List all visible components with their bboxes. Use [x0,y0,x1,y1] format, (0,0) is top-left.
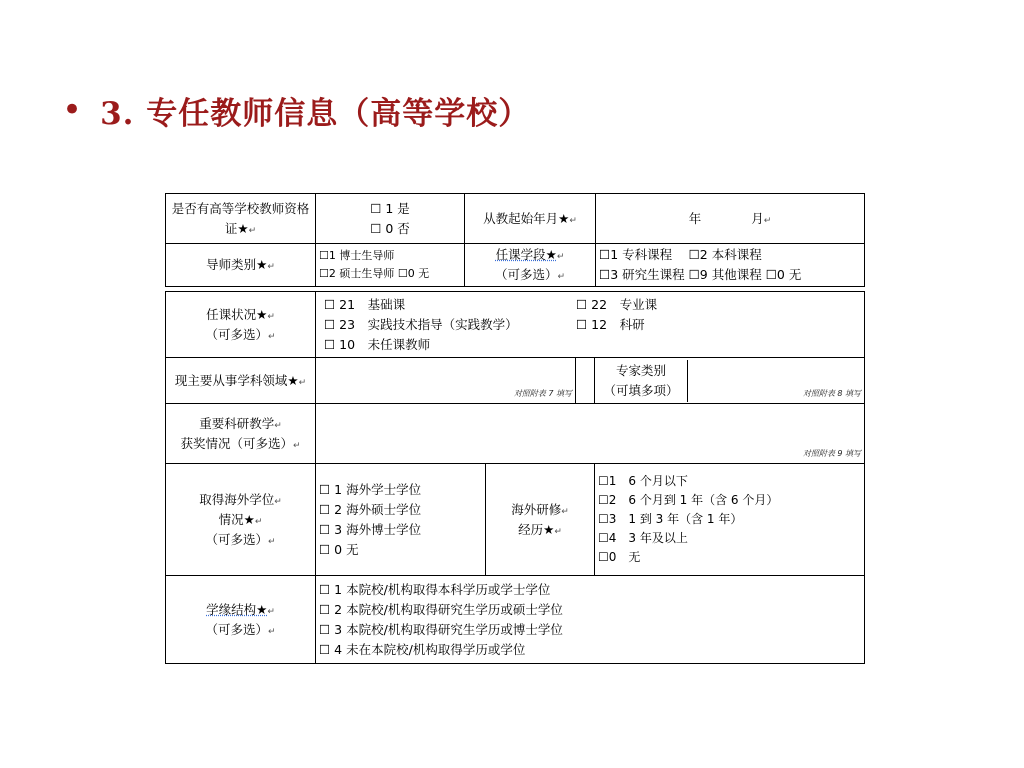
teaching-stage-label-sub: （可多选） [494,267,558,282]
discipline-label [166,358,316,404]
qualification-yes-checkbox[interactable]: ☐ 1 是 [370,200,410,216]
para-mark: ↵ [298,377,307,388]
academic-origin-option[interactable]: ☐ 2 本院校/机构取得研究生学历或硕士学位 [319,601,563,617]
overseas-degree-label [166,464,316,576]
para-mark: ↵ [557,272,566,282]
start-date-label [465,194,596,244]
overseas-degree-option[interactable]: ☐ 2 海外硕士学位 [319,501,422,517]
overseas-degree-label-mid: 情况★ [218,511,255,527]
awards-label [166,404,316,464]
para-mark: ↵ [248,225,257,236]
teaching-stage-line1[interactable]: ☐1 专科课程 ☐2 本科课程 [599,247,762,262]
awards-hint: 对照附表 9 填写 [802,449,862,458]
academic-origin-option[interactable]: ☐ 3 本院校/机构取得研究生学历或博士学位 [319,621,563,637]
teaching-status-label-main: 任课状况★ [206,306,268,322]
supervisor-label [166,244,316,287]
month-label: 月 [751,210,764,226]
overseas-degree-option[interactable]: ☐ 1 海外学士学位 [319,481,422,497]
slide-title: 3. 专任教师信息（高等学校） [100,95,531,132]
overseas-study-label [486,464,595,576]
para-mark: ↵ [554,526,562,537]
teaching-stage-line2[interactable]: ☐3 研究生课程 ☐9 其他课程 ☐0 无 [599,267,802,282]
teaching-status-options [316,292,865,358]
overseas-study-option[interactable]: ☐3 1 到 3 年（含 1 年） [598,511,743,526]
para-mark: ↵ [561,506,569,517]
status-12-checkbox[interactable]: ☐ 12 科研 [576,316,645,332]
overseas-study-options [595,464,865,576]
expert-label [595,360,688,402]
teaching-status-label-sub: （可多选） [205,326,268,342]
teacher-info-form [165,193,864,664]
qualification-label-text: 是否有高等学校教师资格证★ [171,200,310,236]
para-mark: ↵ [569,215,577,226]
para-mark: ↵ [267,606,275,617]
year-label: 年 [688,210,702,226]
supervisor-phd-checkbox[interactable]: ☐1 博士生导师 [319,249,395,263]
discipline-hint: 对照附表 7 填写 [513,389,572,398]
overseas-study-label-main: 海外研修 [511,501,562,517]
para-mark: ↵ [274,420,282,431]
qualification-options [316,194,465,244]
slide-title-row [62,86,530,134]
para-mark: ↵ [254,516,263,527]
form-table-top [165,193,865,287]
discipline-field[interactable] [316,358,576,404]
para-mark: ↵ [267,331,276,342]
awards-field[interactable] [316,404,865,464]
academic-origin-label-main: 学缘结构★ [206,601,268,617]
expert-label-left [576,358,595,404]
teaching-stage-label-main: 任课学段★ [495,247,557,262]
supervisor-options [316,244,465,287]
para-mark: ↵ [292,440,301,451]
qualification-no-checkbox[interactable]: ☐ 0 否 [370,220,410,236]
bullet-icon: • [62,90,83,130]
status-22-checkbox[interactable]: ☐ 22 专业课 [576,296,658,312]
para-mark: ↵ [274,496,282,507]
academic-origin-option[interactable]: ☐ 4 未在本院校/机构取得学历或学位 [319,641,526,657]
start-date-label-text: 从教起始年月★ [483,210,570,226]
overseas-study-option[interactable]: ☐4 3 年及以上 [598,531,688,546]
overseas-degree-option[interactable]: ☐ 3 海外博士学位 [319,521,422,537]
form-table-main [165,291,865,664]
academic-origin-option[interactable]: ☐ 1 本院校/机构取得本科学历或学士学位 [319,581,551,597]
academic-origin-label-sub: （可多选） [205,621,268,637]
overseas-study-label-sub: 经历★ [518,521,555,537]
overseas-study-option[interactable]: ☐1 6 个月以下 [598,473,688,488]
para-mark: ↵ [267,311,275,322]
expert-hint: 对照附表 8 填写 [802,388,862,398]
start-date-field[interactable] [596,194,865,244]
expert-cell [595,358,865,404]
para-mark: ↵ [267,536,276,547]
teaching-stage-label [465,244,596,287]
academic-origin-label [166,576,316,664]
overseas-study-option[interactable]: ☐0 无 [598,550,641,565]
status-21-checkbox[interactable]: ☐ 21 基础课 [324,296,406,312]
overseas-degree-options [316,464,486,576]
para-mark: ↵ [267,262,275,272]
expert-field[interactable] [688,360,864,402]
supervisor-master-checkbox[interactable]: ☐2 硕士生导师 ☐0 无 [319,267,430,280]
awards-label-sub: 获奖情况（可多选） [180,435,293,451]
teaching-stage-options [596,244,865,287]
supervisor-label-text: 导师类别★ [206,257,268,272]
academic-origin-options [316,576,865,664]
qualification-label [166,194,316,244]
overseas-study-option[interactable]: ☐2 6 个月到 1 年（含 6 个月） [598,492,779,507]
overseas-degree-label-sub: （可多选） [205,531,268,547]
teaching-status-label [166,292,316,358]
overseas-degree-option[interactable]: ☐ 0 无 [319,541,359,557]
expert-label-sub: （可填多项） [603,382,679,398]
status-23-checkbox[interactable]: ☐ 23 实践技术指导（实践教学） [324,316,518,332]
discipline-label-text: 现主要从事学科领域★ [174,372,299,388]
awards-label-main: 重要科研教学 [199,415,275,431]
para-mark: ↵ [267,626,276,637]
status-10-checkbox[interactable]: ☐ 10 未任课教师 [324,336,431,352]
para-mark: ↵ [763,215,772,226]
para-mark: ↵ [556,252,565,262]
expert-label-main: 专家类别 [615,362,666,378]
overseas-degree-label-main: 取得海外学位 [199,491,275,507]
